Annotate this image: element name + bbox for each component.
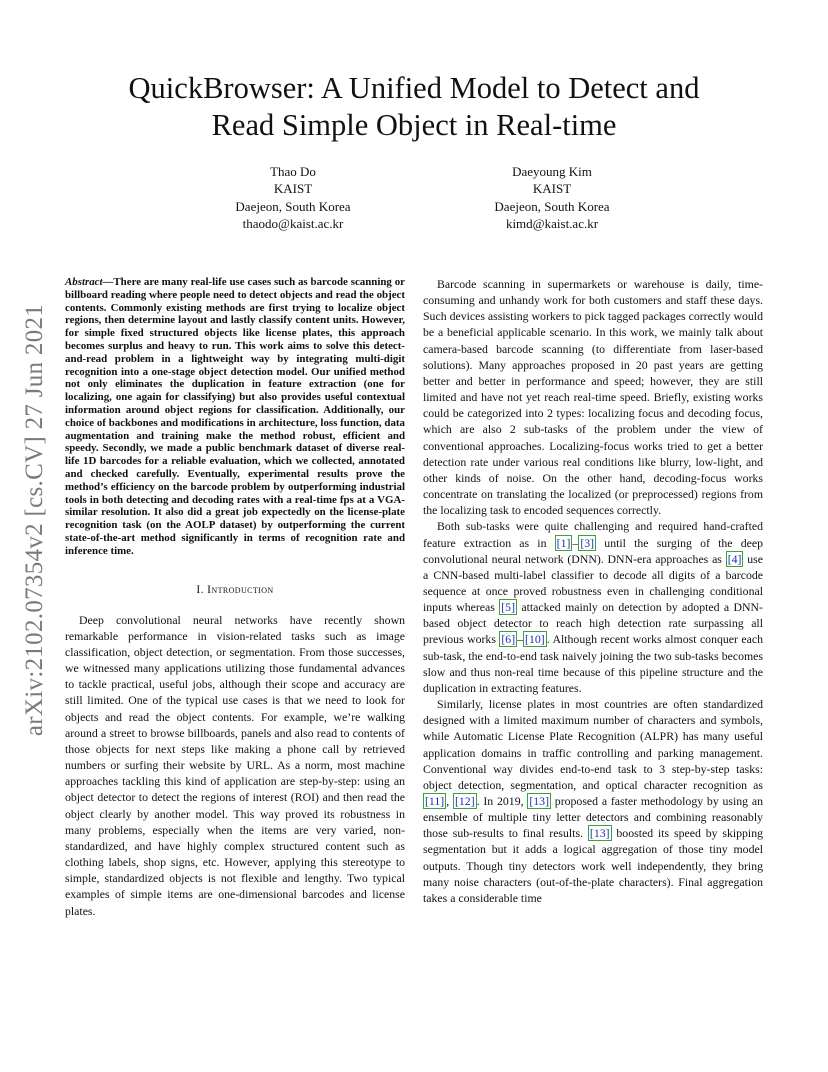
citation-link[interactable]: [12] xyxy=(454,794,475,808)
text-run: Similarly, license plates in most countries are often standardized designed with a limited maximum number of characters and symbols, while Automatic License Plate Recognition (ALPR) has many useful application domains in traffic controlling and parking management. Conventional way divides end-to-end task to 3 step-by-step tasks: object detection, segmentation, and optical character recognition as xyxy=(423,697,763,792)
author-email: kimd@kaist.ac.kr xyxy=(505,215,599,231)
text-run: proposed a faster methodology by using an ensemble of multiple tiny letter detectors and combining reasonably those sub-results to final results. xyxy=(423,794,764,841)
left-column xyxy=(65,276,405,919)
author-affiliation: KAIST xyxy=(273,181,313,197)
text-run: attacked mainly on detection by adopted a DNN-based object detector to reach high detection rate surpassing all previous works xyxy=(423,600,763,647)
text-run: Both sub-tasks were quite challenging and required hand-crafted feature extraction as in xyxy=(423,519,763,550)
author-block-2 xyxy=(422,163,682,232)
text-run: – xyxy=(517,632,524,647)
text-run: boosted its speed by skipping segmentation but it adds a logical aggregation of those tiny model outputs. Though tiny detectors work well independently, they bring many noise characters (out-of-the-plate characters). Final aggregation takes a considerable time xyxy=(423,826,764,905)
author-block-1 xyxy=(163,163,423,232)
citation-link[interactable]: [10] xyxy=(525,632,545,647)
paper-title xyxy=(60,70,768,144)
abstract-label: Abstract xyxy=(65,276,103,288)
text-run: until the surging of the deep convolutional neural network (DNN). DNN-era approaches as xyxy=(423,535,763,566)
title-line-1: QuickBrowser: A Unified Model to Detect and xyxy=(128,71,700,105)
abstract xyxy=(65,276,405,558)
text-run: , xyxy=(446,794,453,808)
abstract-text: —There are many real-life use cases such as barcode scanning or billboard reading where people need to detect objects and read the object contents. Commonly existing methods are first trying to localize object regions, then determine layout and lastly classify content units. However, for simple fixed structured objects like license plates, this approach becomes surplus and heavy to run. This work aims to solve this detect-and-read problem in a lightweight way by integrating multi-digit recognition into a one-stage object detection model. Our unified method not only eliminates the duplication in feature extraction (one for localizing, one again for classifying) but also provides useful contextual information around object regions for classification. Additionally, our choice of backbones and modifications in architecture, loss function, data augmentation and training make the method robust, efficient and speedy. Secondly, we made a public benchmark dataset of diverse real-life 1D barcodes for a reliable evaluation, which we collected, annotated and checked carefully. Eventually, experimental results prove the method’s efficiency on the barcode problem by outperforming industrial tools in both detecting and decoding rates with a real-time fps at a VGA-similar resolution. It also did a great job expectedly on the license-plate recognition task (on the AOLP dataset) by outperforming the current state-of-the-art method significantly in terms of recognition rate and inference time. xyxy=(65,276,405,557)
author-email: thaodo@kaist.ac.kr xyxy=(242,215,344,231)
citation-link[interactable]: [11] xyxy=(425,794,445,808)
right-paragraph-3 xyxy=(423,696,763,906)
title-line-2: Read Simple Object in Real-time xyxy=(211,108,617,142)
citation-link[interactable]: [13] xyxy=(529,794,549,808)
citation-link[interactable]: [5] xyxy=(501,600,516,615)
author-name: Daeyoung Kim xyxy=(512,164,592,179)
section-heading-introduction: I. Introduction xyxy=(196,583,274,596)
citation-link[interactable]: [6] xyxy=(501,632,516,647)
citation-link[interactable]: [13] xyxy=(589,826,610,841)
right-paragraph-1: Barcode scanning in supermarkets or warehouse is daily, time-consuming and unhandy work for both customers and staff these days. Such devices assisting workers to pick tagged packages correctly would be a beneficial applicable scenario. In this work, we mainly talk about camera-based barcode scanning (to differentiate from laser-based solutions). Many approaches proposed in 20 past years are getting better and better in performance and speed; however, they are still limited and have not yet reach real-time speed. Briefly, existing works could be categorized into 2 types: localizing focus and decoding focus, which are also 2 sub-tasks of the problem under the view of conventional approaches. Localizing-focus works tried to get a better detection rate under various real conditions like blurry, low-light, and other kinds of noise. On the other hand, decoding-focus works concentrate on translating the localized (or preprocessed) regions from the localizing task to encoded sequences correctly. xyxy=(423,277,763,518)
arxiv-identifier: arXiv:2102.07354v2 [cs.CV] 27 Jun 2021 xyxy=(21,303,48,737)
author-location: Daejeon, South Korea xyxy=(494,198,610,214)
citation-link[interactable]: [1] xyxy=(556,535,571,550)
text-run: – xyxy=(572,535,579,550)
text-run: . Although recent works almost conquer each sub-task, the end-to-end task naively joining the two sub-tasks becomes slow and thus non-real time because of this pipeline structure and the duplication in extracting features. xyxy=(423,632,763,695)
author-affiliation: KAIST xyxy=(532,181,572,197)
author-name: Thao Do xyxy=(270,164,316,179)
text-run: use a CNN-based multi-label classifier to decode all digits of a barcode sequence at once proved robustness even in challenging conditional inputs whereas xyxy=(423,551,763,615)
right-paragraph-2 xyxy=(423,518,763,696)
citation-link[interactable]: [3] xyxy=(580,535,595,550)
right-column xyxy=(423,276,763,906)
author-location: Daejeon, South Korea xyxy=(235,198,351,214)
citation-link[interactable]: [4] xyxy=(727,551,742,566)
text-run: . In 2019, xyxy=(476,794,528,808)
intro-paragraph-1: Deep convolutional neural networks have recently shown remarkable performance in vision-related tasks such as image classification, object detection, or segmentation. From those successes, we witnessed many applications utilizing those fundamental advances to tackle practical, useful jobs, although their scope and accuracy are still limited. One of the typical use cases is that we need to look for objects and read the object contents. For example, we’re walking around a street to browse billboards, panels and also read to contents of those objects for next steps like making a phone call by retrieved numbers or surfing their website by URL. As a norm, most machine approaches tackling this kind of application are step-by-step: using an object detector to detect the regions of interest (ROI) and then read the object clearly by another model. This way proved its robustness in many problems, especially when the items are very varied, non-standardized, and have highly complex structured content such as clothing labels, shop signs, etc. However, applying this stereotype to simple, standardized objects is not flexible and lengthy. Two typical examples of simple items are one-dimensional barcodes and license plates. xyxy=(65,612,405,918)
